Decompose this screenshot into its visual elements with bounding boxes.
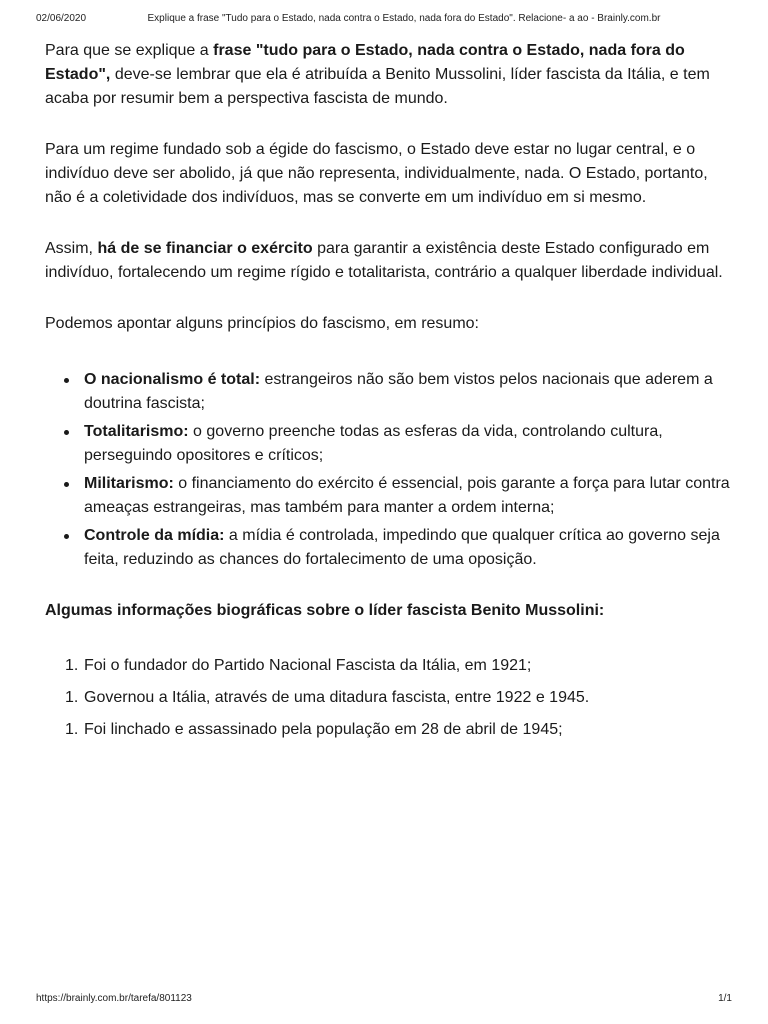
paragraph-army [45, 237, 730, 285]
principle-text: o governo preenche todas as esferas da vida, controlando cultura, perseguindo opositores e críticos; [84, 423, 663, 464]
source-url-link[interactable]: https://brainly.com.br/tarefa/801123 [36, 993, 192, 1004]
principle-term: O nacionalismo é total: [84, 371, 261, 388]
paragraph-intro-pre: Para que se explique a [45, 42, 214, 59]
paragraph-army-bold: há de se financiar o exército [97, 240, 313, 257]
list-number: 1. [65, 689, 79, 706]
paragraph-principles-intro: Podemos apontar alguns princípios do fascismo, em resumo: [45, 315, 479, 332]
list-item [45, 368, 730, 416]
list-item [45, 654, 730, 678]
principle-term: Totalitarismo: [84, 423, 189, 440]
list-item [45, 420, 730, 468]
list-item [45, 472, 730, 520]
bio-text: Foi linchado e assassinado pela população em 28 de abril de 1945; [84, 721, 563, 738]
principle-term: Controle da mídia: [84, 527, 225, 544]
list-item [45, 524, 730, 572]
bio-heading [45, 599, 730, 623]
paragraph-intro-post: deve-se lembrar que ela é atribuída a Benito Mussolini, líder fascista da Itália, e tem acaba por resumir bem a perspectiva fascista de mundo. [45, 66, 710, 107]
print-date: 02/06/2020 [36, 13, 87, 24]
answer-content [45, 39, 730, 750]
principles-list [45, 368, 730, 572]
list-item [45, 718, 730, 742]
paragraph-intro [45, 39, 730, 111]
print-title: Explique a frase "Tudo para o Estado, nada contra o Estado, nada fora do Estado". Relacione- a ao - Brainly.com.br [147, 13, 661, 24]
bio-list [45, 654, 730, 742]
list-number: 1. [65, 657, 79, 674]
list-number: 1. [65, 721, 79, 738]
bio-heading-text: Algumas informações biográficas sobre o líder fascista Benito Mussolini: [45, 602, 605, 619]
paragraph-army-pre: Assim, [45, 240, 98, 257]
bullet-icon [64, 378, 69, 383]
page-number: 1/1 [718, 993, 732, 1004]
principle-text: estrangeiros não são bem vistos pelos nacionais que aderem a doutrina fascista; [84, 371, 713, 412]
bullet-icon [64, 482, 69, 487]
bio-text: Governou a Itália, através de uma ditadura fascista, entre 1922 e 1945. [84, 689, 590, 706]
list-item [45, 686, 730, 710]
bullet-icon [64, 534, 69, 539]
paragraph-army-post: para garantir a existência deste Estado configurado em indivíduo, fortalecendo um regime rígido e totalitarista, contrário a qualquer liberdade individual. [45, 240, 723, 281]
bio-text: Foi o fundador do Partido Nacional Fascista da Itália, em 1921; [84, 657, 532, 674]
principle-text: o financiamento do exército é essencial, pois garante a força para lutar contra ameaças estrangeiras, mas também para manter a ordem interna; [84, 475, 730, 516]
paragraph-state: Para um regime fundado sob a égide do fascismo, o Estado deve estar no lugar central, e o indivíduo deve ser abolido, já que não representa, individualmente, nada. O Estado, portanto, não é a coletividade dos indivíduos, mas se converte em um indivíduo em si mesmo. [45, 141, 708, 206]
bullet-icon [64, 430, 69, 435]
paragraph-intro-bold: frase "tudo para o Estado, nada contra o Estado, nada fora do Estado", [45, 42, 685, 83]
principle-term: Militarismo: [84, 475, 174, 492]
principle-text: a mídia é controlada, impedindo que qualquer crítica ao governo seja feita, reduzindo as chances do fortalecimento de uma oposição. [84, 527, 720, 568]
